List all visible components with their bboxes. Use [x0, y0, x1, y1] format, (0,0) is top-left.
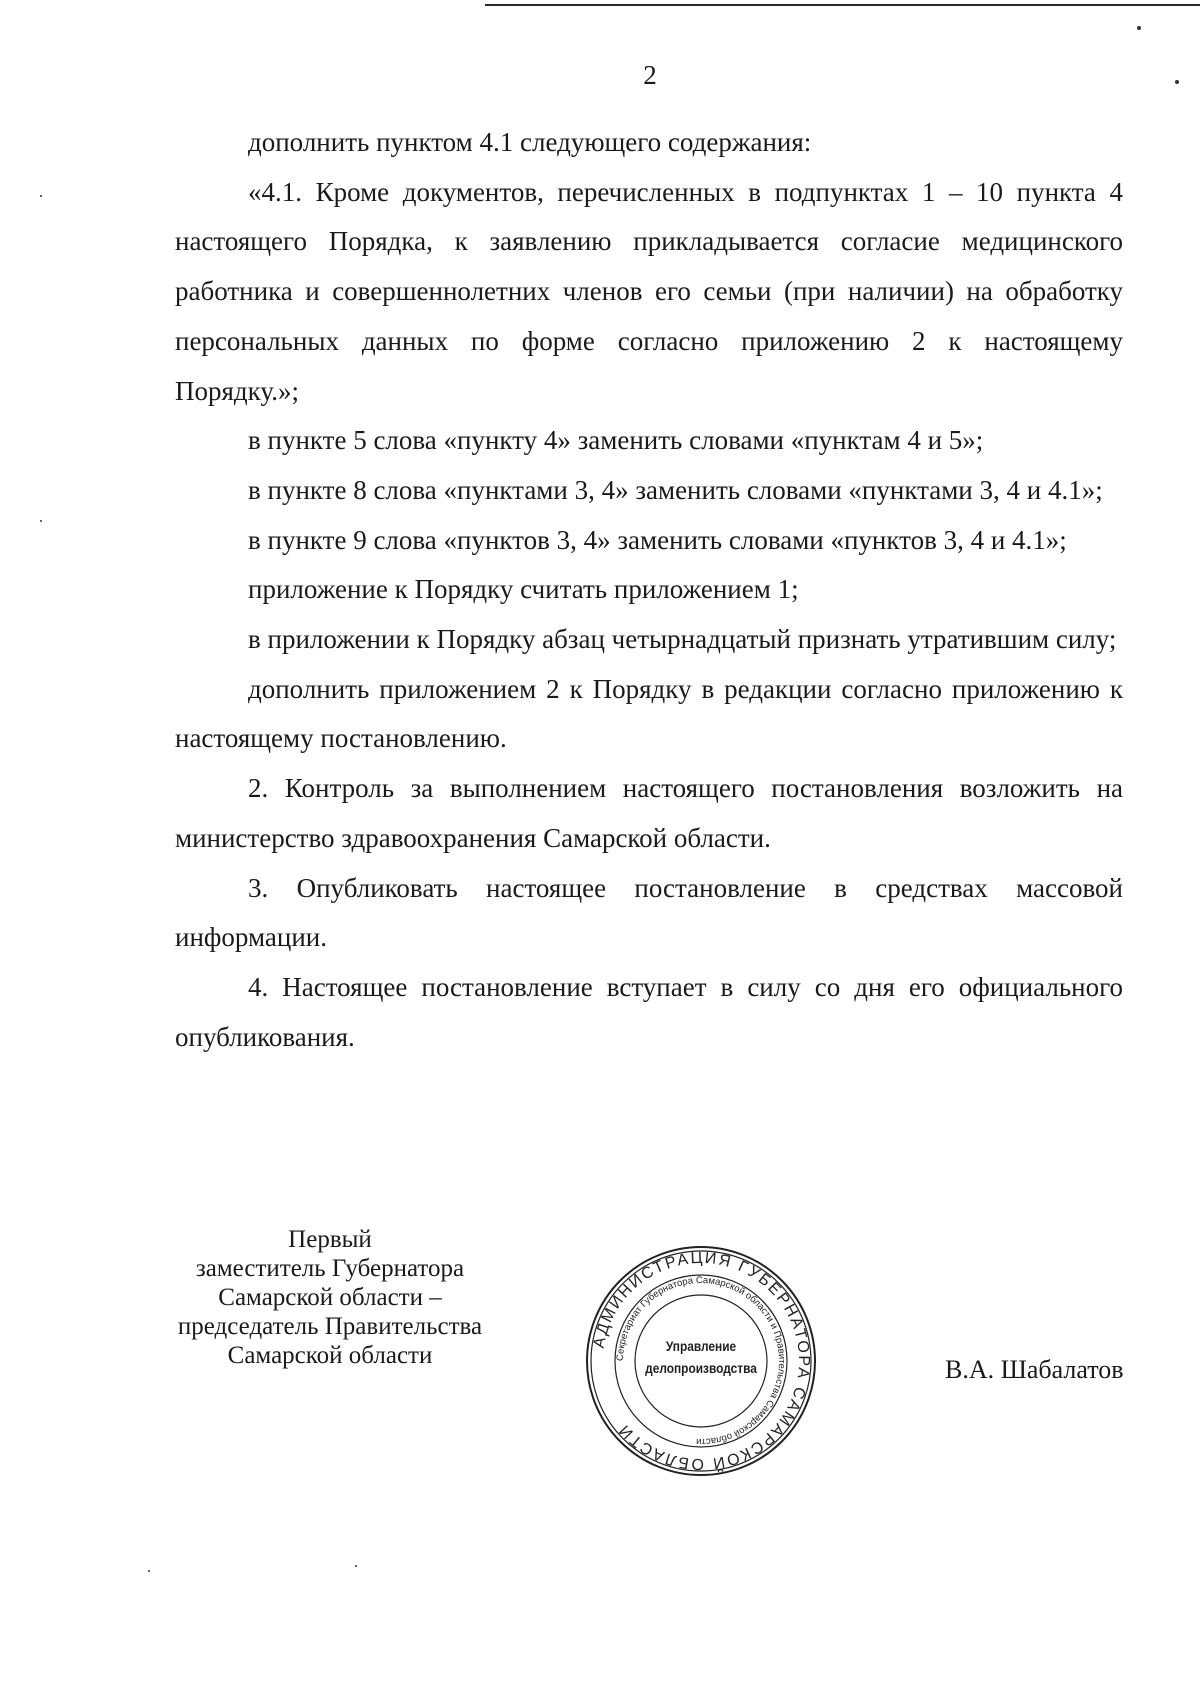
paragraph-appendix-abzac: в приложении к Порядку абзац четырнадцатый признать утратившим силу;	[248, 624, 1117, 655]
seal-center-line: Управление	[665, 1338, 737, 1354]
paragraph-item-8: в пункте 8 слова «пунктами 3, 4» заменить словами «пунктами 3, 4 и 4.1»;	[248, 474, 1103, 505]
signer-position	[150, 1225, 510, 1370]
top-border-line	[485, 4, 1200, 6]
scan-speck	[148, 1570, 150, 1572]
document-body	[175, 118, 1123, 1062]
paragraph-appendix-rename: приложение к Порядку считать приложением 1;	[248, 574, 799, 605]
paragraph-appendix-2: дополнить приложением 2 к Порядку в редакции согласно приложению к настоящему постановлению.	[175, 673, 1123, 754]
scan-speck	[40, 195, 42, 197]
paragraph-item-4-1: «4.1. Кроме документов, перечисленных в подпунктах 1 – 10 пункта 4 настоящего Порядка, к заявлению прикладывается согласие медицинского работника и совершеннолетних членов его семьи (при наличии) на обработку персональных данных по форме согласно приложению 2 к настоящему Порядку.»;	[175, 176, 1123, 406]
signer-position-line: Самарской области –	[218, 1284, 442, 1311]
signer-position-line: заместитель Губернатора	[195, 1255, 465, 1282]
seal-inner-text: Секретариат Губернатора Самарской области и Правительства Самарской области	[614, 1274, 788, 1448]
seal-center-line: делопроизводства	[645, 1360, 757, 1376]
official-seal	[583, 1243, 819, 1479]
scan-speck	[40, 520, 42, 522]
paragraph-effective: 4. Настоящее постановление вступает в силу со дня его официального опубликования.	[175, 971, 1123, 1052]
scan-speck	[1137, 26, 1141, 30]
seal-outer-text: АДМИНИСТРАЦИЯ ГУБЕРНАТОРА САМАРСКОЙ ОБЛАСТИ	[590, 1249, 813, 1473]
signer-position-line: Самарской области	[227, 1342, 433, 1369]
signer-position-line: Первый	[288, 1226, 372, 1253]
paragraph-item-5: в пункте 5 слова «пункту 4» заменить словами «пунктам 4 и 5»;	[248, 425, 984, 456]
paragraph-publish: 3. Опубликовать настоящее постановление в средствах массовой информации.	[175, 872, 1123, 953]
scan-speck	[1175, 80, 1179, 84]
page-number: 2	[643, 60, 657, 90]
paragraph-amendment-intro: дополнить пунктом 4.1 следующего содержания:	[248, 127, 812, 157]
paragraph-control: 2. Контроль за выполнением настоящего постановления возложить на министерство здравоохранения Самарской области.	[175, 773, 1123, 853]
signer-name: В.А. Шабалатов	[945, 1355, 1124, 1384]
signer-position-line: председатель Правительства	[177, 1313, 483, 1340]
paragraph-item-9: в пункте 9 слова «пунктов 3, 4» заменить словами «пунктов 3, 4 и 4.1»;	[248, 524, 1067, 555]
scan-speck	[355, 1565, 357, 1567]
